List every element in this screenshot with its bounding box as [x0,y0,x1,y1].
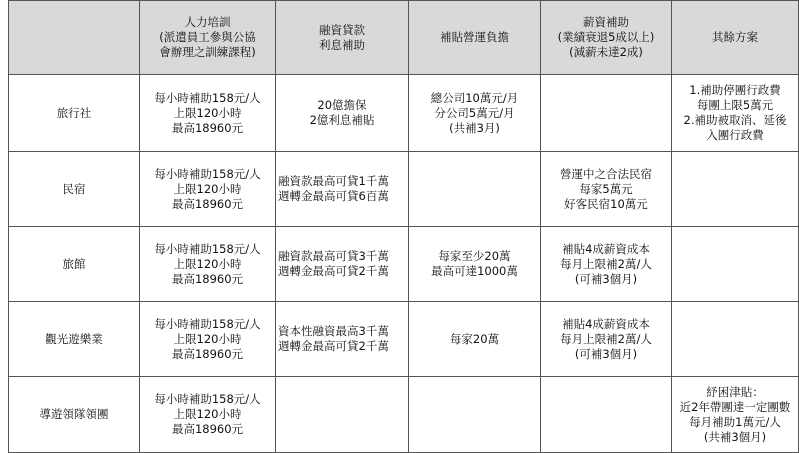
loan-cell: 資本性融資最高3千萬 週轉金最高可貸2千萬 [276,302,409,377]
operating-cell: 每家20萬 [409,302,541,377]
table-row [9,75,799,152]
header-other: 其餘方案 [672,1,799,75]
operating-cell: 每家至少20萬 最高可達1000萬 [409,227,541,302]
other-cell: 紓困津貼： 近2年帶團達一定團數 每月補助1萬元/人 (共補3個月) [672,377,799,453]
loan-cell: 融資款最高可貸3千萬 週轉金最高可貸2千萬 [276,227,409,302]
salary-cell [541,75,672,152]
row-label: 旅館 [9,227,140,302]
salary-cell: 補貼4成薪資成本 每月上限補2萬/人 (可補3個月) [541,302,672,377]
table-row [9,227,799,302]
row-label: 旅行社 [9,75,140,152]
header-row [9,1,799,75]
training-cell: 每小時補助158元/人 上限120小時 最高18960元 [140,75,276,152]
other-cell [672,302,799,377]
row-label: 導遊領隊領團 [9,377,140,453]
header-corner [9,1,140,75]
training-cell: 每小時補助158元/人 上限120小時 最高18960元 [140,377,276,453]
training-cell: 每小時補助158元/人 上限120小時 最高18960元 [140,302,276,377]
header-loan: 融資貸款 利息補助 [276,1,409,75]
salary-cell: 補貼4成薪資成本 每月上限補2萬/人 (可補3個月) [541,227,672,302]
operating-cell [409,152,541,227]
table-row [9,302,799,377]
salary-cell: 營運中之合法民宿 每家5萬元 好客民宿10萬元 [541,152,672,227]
other-cell [672,152,799,227]
operating-cell [409,377,541,453]
row-label: 民宿 [9,152,140,227]
row-label: 觀光遊樂業 [9,302,140,377]
loan-cell: 20億擔保 2億利息補貼 [276,75,409,152]
header-training: 人力培訓 (派遣員工參與公協 會辦理之訓練課程) [140,1,276,75]
training-cell: 每小時補助158元/人 上限120小時 最高18960元 [140,227,276,302]
operating-cell: 總公司10萬元/月 分公司5萬元/月 (共補3月) [409,75,541,152]
other-cell: 1.補助停團行政費 每團上限5萬元 2.補助被取消、延後 入團行政費 [672,75,799,152]
other-cell [672,227,799,302]
loan-cell: 融資款最高可貸1千萬 週轉金最高可貸6百萬 [276,152,409,227]
training-cell: 每小時補助158元/人 上限120小時 最高18960元 [140,152,276,227]
salary-cell [541,377,672,453]
loan-cell [276,377,409,453]
table-row [9,152,799,227]
header-operating: 補貼營運負擔 [409,1,541,75]
table-row [9,377,799,453]
header-salary: 薪資補助 (業績衰退5成以上) (減薪未達2成) [541,1,672,75]
subsidy-table [8,0,799,453]
